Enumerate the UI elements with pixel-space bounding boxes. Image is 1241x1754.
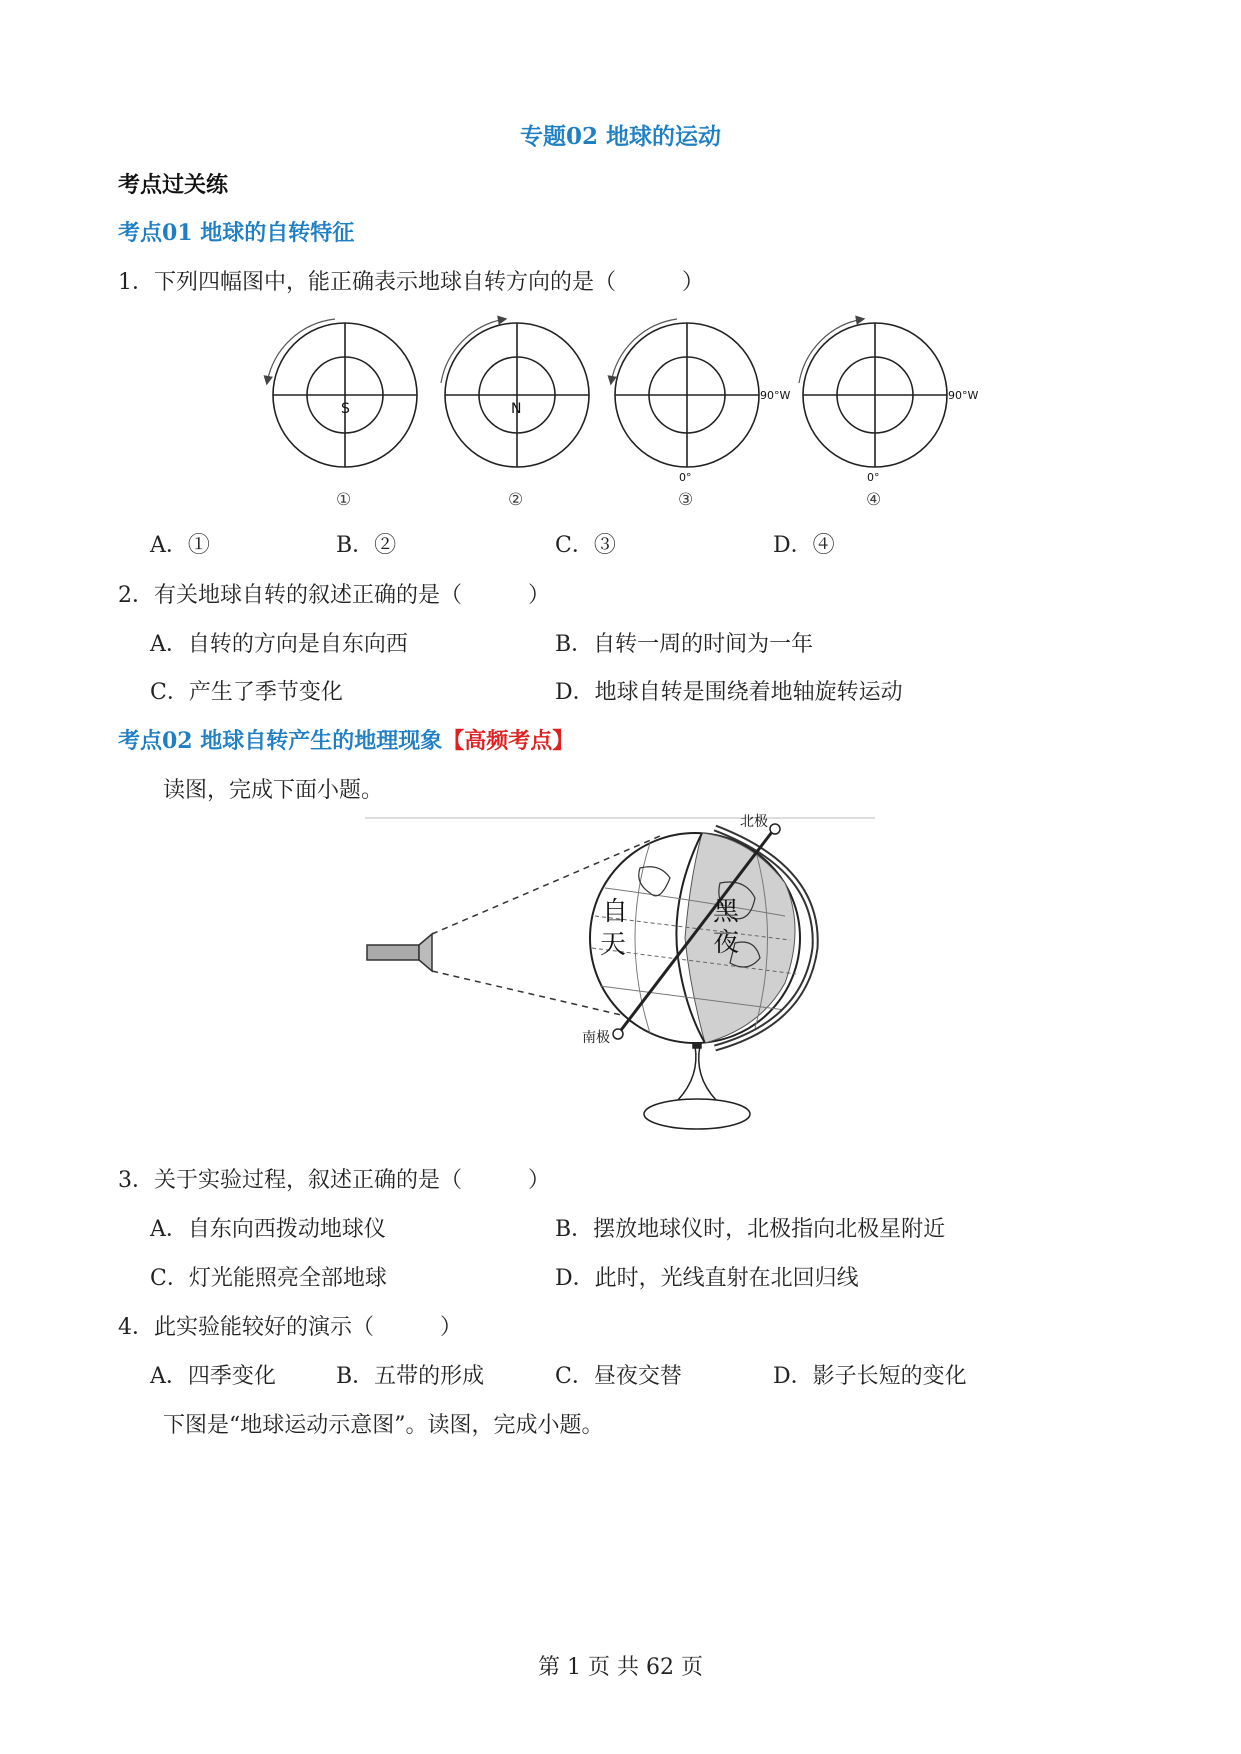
caption-3: ③ (678, 490, 694, 510)
q1-option-c: C．③ (555, 533, 616, 558)
q3-option-d: D．此时，光线直射在北回归线 (555, 1266, 859, 1291)
section-heading: 考点过关练 (118, 172, 229, 198)
intro-1: 读图，完成下面小题。 (163, 778, 384, 803)
q4-option-d: D．影子长短的变化 (773, 1364, 967, 1389)
caption-1: ① (336, 490, 352, 510)
globe-experiment-figure (360, 808, 880, 1138)
q1-option-a: A．① (150, 533, 210, 558)
south-pole-label: 南极 (582, 1030, 610, 1046)
day-char-2: 天 (600, 930, 627, 960)
diagram-4 (799, 319, 947, 467)
flashlight (367, 934, 432, 971)
north-pole-label: 北极 (740, 814, 768, 830)
q4-option-a: A．四季变化 (150, 1364, 276, 1389)
diagram-1 (267, 319, 417, 467)
q2-option-d: D．地球自转是围绕着地轴旋转运动 (555, 680, 903, 705)
pole-label-n: N (511, 401, 522, 417)
page-title: 专题02 地球的运动 (519, 123, 721, 150)
page-footer: 第 1 页 共 62 页 (538, 1655, 703, 1680)
zero-label-3: 0° (679, 471, 692, 484)
q4-stem: 4．此实验能较好的演示（ ） (118, 1315, 462, 1340)
q3-option-a: A．自东向西拨动地球仪 (150, 1217, 386, 1242)
q4-option-b: B．五带的形成 (336, 1364, 485, 1389)
zero-label-4: 0° (867, 471, 880, 484)
q3-stem: 3．关于实验过程，叙述正确的是（ ） (118, 1168, 550, 1193)
q1-option-d: D．④ (773, 533, 835, 558)
pole-label-s: S (341, 401, 350, 417)
q3-option-c: C．灯光能照亮全部地球 (150, 1266, 387, 1291)
topic1-heading: 考点01 地球的自转特征 (118, 220, 355, 246)
topic2-heading (118, 724, 574, 755)
q2-option-a: A．自转的方向是自东向西 (150, 632, 408, 657)
diagram-3 (611, 319, 759, 467)
q1-stem: 1．下列四幅图中，能正确表示地球自转方向的是（ ） (118, 270, 704, 295)
q4-option-c: C．昼夜交替 (555, 1364, 682, 1389)
topic2-main: 考点02 地球自转产生的地理现象 (118, 728, 443, 754)
q2-option-b: B．自转一周的时间为一年 (555, 632, 814, 657)
caption-4: ④ (866, 490, 882, 510)
lon-label-3: 90°W (760, 389, 791, 402)
diagram-2 (441, 319, 589, 467)
intro-2: 下图是“地球运动示意图”。读图，完成小题。 (163, 1413, 604, 1438)
lon-label-4: 90°W (948, 389, 979, 402)
q2-option-c: C．产生了季节变化 (150, 680, 343, 705)
rotation-direction-figure (255, 305, 1000, 515)
q1-option-b: B．② (336, 533, 397, 558)
day-char-1: 自 (602, 897, 629, 927)
topic2-tag: 【高频考点】 (442, 728, 575, 754)
night-char-1: 黑 (713, 897, 740, 927)
globe-stand (644, 1036, 750, 1129)
caption-2: ② (508, 490, 524, 510)
q2-stem: 2．有关地球自转的叙述正确的是（ ） (118, 583, 550, 608)
q3-option-b: B．摆放地球仪时，北极指向北极星附近 (555, 1217, 946, 1242)
night-char-2: 夜 (713, 928, 740, 958)
